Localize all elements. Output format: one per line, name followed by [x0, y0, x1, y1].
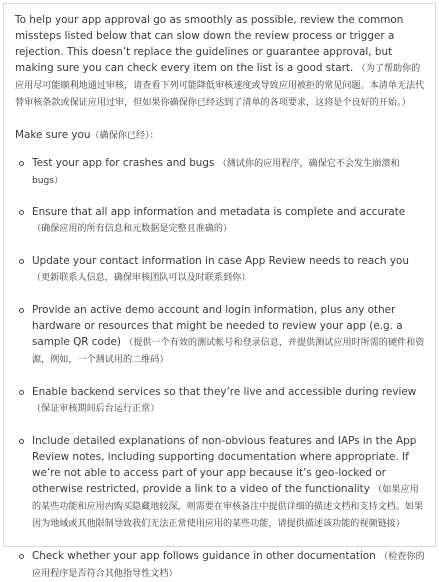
- list-item: [15, 548, 425, 582]
- list-item: [15, 204, 425, 237]
- list-item: [15, 155, 425, 189]
- guidelines-card: [3, 3, 436, 579]
- list-item-text-en: Test your app for crashes and bugs: [32, 157, 215, 169]
- intro-text-cn: （为了帮助你的应用尽可能顺利地通过审核，请查看下列可能降低审核速度或导致应用被拒的常见问题。本清单无法代替审核条款或保证应用过审，但如果你确保你已经达到了清单的各项要求，这将是个良好的开始。）: [15, 64, 425, 108]
- circle-bullet-icon: [19, 259, 24, 264]
- list-item-text-cn: （提供一个有效的测试帐号和登录信息，并提供测试应用时所需的硬件和资源，例如，一个测试用的二维码）: [32, 338, 425, 365]
- list-item: [15, 253, 425, 286]
- list-item-text-cn: （测试你的应用程序，确保它不会发生崩溃和bugs）: [32, 159, 400, 186]
- list-item: [15, 433, 425, 532]
- list-item-text-en: Include detailed explanations of non-obvious features and IAPs in the App Review notes, including supporting documentation where appropriate. If we’re not able to access part of your app because it’s geo-locked or otherwise restricted, provide a link to a video of the functionality: [32, 435, 417, 495]
- circle-bullet-icon: [19, 210, 24, 215]
- list-item-text-cn: （保证审核期间后台运行正常）: [32, 404, 160, 414]
- list-item-text-en: Check whether your app follows guidance in other documentation: [32, 550, 376, 562]
- list-item-text-cn: （更新联系人信息，确保审核团队可以及时联系到你）: [32, 273, 251, 283]
- list-item-text-cn: （检查你的应用程序是否符合其他指导性文档）: [32, 552, 425, 579]
- checklist-heading-cn: （确保你已经）：: [90, 131, 159, 141]
- circle-bullet-icon: [19, 308, 24, 313]
- circle-bullet-icon: [19, 161, 24, 166]
- list-item-text-cn: （确保应用的所有信息和元数据是完整且准确的）: [32, 224, 233, 234]
- list-item: [15, 384, 425, 417]
- checklist-heading: [15, 127, 425, 144]
- list-item-text-en: Update your contact information in case App Review needs to reach you: [32, 255, 409, 267]
- circle-bullet-icon: [19, 439, 24, 444]
- checklist-heading-en: Make sure you: [15, 129, 91, 141]
- list-item-text-en: Enable backend services so that they’re live and accessible during review: [32, 386, 417, 398]
- circle-bullet-icon: [19, 554, 24, 559]
- checklist: [15, 155, 425, 582]
- list-item-text-cn: （如果应用的某些功能和应用内购买隐藏地较深，则需要在审核备注中提供详细的描述文档和支持文档。如果因为地域或其他限制导致我们无法正常使用应用的某些功能，请提供描述该功能的视频链接）: [32, 485, 424, 529]
- circle-bullet-icon: [19, 390, 24, 395]
- intro-text-en: To help your app approval go as smoothly as possible, review the common missteps listed below that can slow down the review process or trigger a rejection. This doesn’t replace the guidelines or guarantee approval, but making sure you can check every item on the list is a good start.: [15, 14, 404, 74]
- intro-paragraph: [15, 12, 425, 111]
- list-item-text-en: Ensure that all app information and metadata is complete and accurate: [32, 206, 406, 218]
- list-item: [15, 302, 425, 368]
- list-item-text-en: Provide an active demo account and login information, plus any other hardware or resources that might be needed to review your app (e.g. a sample QR code): [32, 304, 403, 348]
